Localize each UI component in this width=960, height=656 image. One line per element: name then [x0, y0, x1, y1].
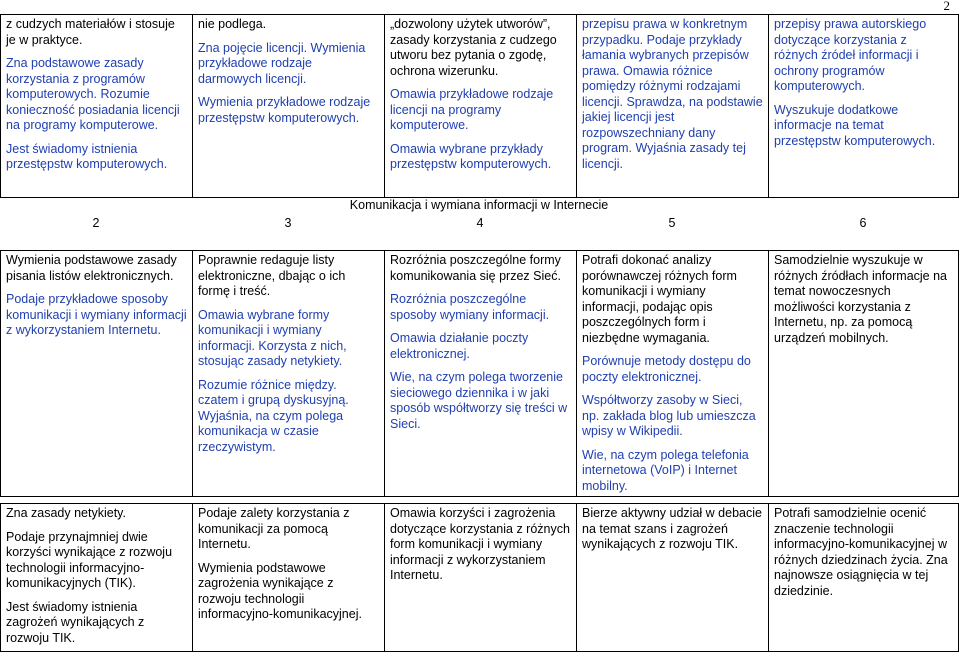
cell-text: Potrafi samodzielnie ocenić znaczenie technologii informacyjno-komunikacyjnej w różnych dziedzinach życia. Zna najnowsze osiągnięcia w tej dziedzinie. — [774, 506, 948, 598]
cell-text: Porównuje metody dostępu do poczty elektronicznej. — [582, 354, 751, 384]
cell-text: Omawia wybrane formy komunikacji i wymiany informacji. Korzysta z nich, stosując zasady netykiety. — [198, 307, 347, 368]
table-cell — [577, 15, 769, 198]
column-header: 5 — [668, 216, 676, 230]
table-cell — [769, 15, 959, 198]
cell-text: Wyszukuje dodatkowe informacje na temat przestępstw komputerowych. — [774, 102, 936, 148]
cell-text: Zna pojęcie licencji. Wymienia przykładowe rodzaje darmowych licencji. — [198, 40, 366, 86]
table-cell — [577, 251, 769, 497]
table-cell — [1, 251, 193, 497]
cell-text: Potrafi dokonać analizy porównawczej różnych form komunikacji i wymiany informacji, podając opis poszczególnych form i niezbędne wymagania. — [582, 253, 737, 345]
cell-text: Omawia korzyści i zagrożenia dotyczące korzystania z różnych form komunikacji i wymiany informacji z wykorzystaniem Internetu. — [390, 506, 570, 582]
table-cell — [385, 15, 577, 198]
cell-text: Omawia działanie poczty elektronicznej. — [390, 331, 529, 361]
cell-text: Podaje przynajmniej dwie korzyści wynikające z rozwoju technologii informacyjno-komunikacyjnych (TIK). — [6, 529, 173, 590]
table-row — [1, 251, 959, 497]
cell-text: Poprawnie redaguje listy elektroniczne, dbając o ich formę i treść. — [198, 253, 346, 298]
page-number: 2 — [943, 0, 950, 13]
cell-text: Samodzielnie wyszukuje w różnych źródłach informacje na temat nowoczesnych możliwości korzystania z Internetu, np. za pomocą urządzeń mobilnych. — [774, 253, 947, 345]
cell-text: Wymienia przykładowe rodzaje przestępstw komputerowych. — [198, 95, 371, 125]
requirements-table-middle — [0, 250, 959, 497]
cell-text: Rozróżnia poszczególne sposoby wymiany informacji. — [390, 292, 550, 322]
table-cell — [577, 504, 769, 652]
column-header: 2 — [92, 216, 100, 230]
table-cell — [1, 504, 193, 652]
table-cell — [193, 15, 385, 198]
table-cell — [385, 251, 577, 497]
cell-text: Wymienia podstawowe zagrożenia wynikające z rozwoju technologii informacyjno-komunikacyjnej. — [198, 560, 362, 621]
requirements-table-bottom — [0, 503, 959, 652]
cell-text: Rozróżnia poszczególne formy komunikowania się przez Sieć. — [390, 253, 561, 283]
cell-text: Podaje przykładowe sposoby komunikacji i wymiany informacji z wykorzystaniem Internetu. — [6, 292, 187, 337]
cell-text: z cudzych materiałów i stosuje je w praktyce. — [6, 17, 175, 47]
cell-text: Wie, na czym polega tworzenie sieciowego dziennika i w jaki sposób współtworzy się treści w Sieci. — [390, 370, 568, 431]
cell-text: Omawia wybrane przykłady przestępstw komputerowych. — [390, 141, 552, 171]
cell-text: Zna podstawowe zasady korzystania z programów komputerowych. Rozumie konieczność posiadania licencji na programy komputerowe. — [6, 56, 180, 132]
column-header: 4 — [476, 216, 484, 230]
cell-text: przepisu prawa w konkretnym przypadku. Podaje przykłady łamania wybranych przepisów prawa. Omawia różnice pomiędzy różnymi rodzajami licencji. Sprawdza, na podstawie jakiej licencji jest rozpowszechniany dany program. Wyjaśnia zasady tej licencji. — [582, 17, 763, 171]
requirements-table-top — [0, 14, 959, 198]
cell-text: przepisy prawa autorskiego dotyczące korzystania z różnych źródeł informacji i ochrony programów komputerowych. — [774, 17, 927, 93]
table-cell — [1, 15, 193, 198]
cell-text: Jest świadomy istnienia zagrożeń wynikających z rozwoju TIK. — [6, 599, 145, 645]
cell-text: Podaje zalety korzystania z komunikacji za pomocą Internetu. — [198, 506, 350, 551]
cell-text: Współtworzy zasoby w Sieci, np. zakłada blog lub umieszcza wpisy w Wikipedii. — [582, 393, 756, 438]
cell-text: Omawia przykładowe rodzaje licencji na programy komputerowe. — [390, 87, 554, 132]
table-row — [1, 504, 959, 652]
cell-text: Wie, na czym polega telefonia internetowa (VoIP) i Internet mobilny. — [582, 447, 749, 493]
column-header: 6 — [859, 216, 867, 230]
cell-text: Zna zasady netykiety. — [6, 506, 126, 520]
table-row — [1, 15, 959, 198]
cell-text: Bierze aktywny udział w debacie na temat szans i zagrożeń wynikających z rozwoju TIK. — [582, 506, 762, 551]
table-cell — [769, 251, 959, 497]
section-title: Komunikacja i wymiana informacji w Internecie — [349, 198, 609, 212]
cell-text: nie podlega. — [198, 17, 267, 31]
table-cell — [193, 251, 385, 497]
cell-text: Rozumie różnice między. czatem i grupą dyskusyjną. Wyjaśnia, na czym polega komunikacja w czasie rzeczywistym. — [198, 377, 349, 454]
column-headers — [0, 216, 958, 232]
cell-text: Wymienia podstawowe zasady pisania listów elektronicznych. — [6, 253, 177, 283]
table-cell — [769, 504, 959, 652]
table-cell — [385, 504, 577, 652]
cell-text: Jest świadomy istnienia przestępstw komputerowych. — [6, 141, 168, 171]
cell-text: „dozwolony użytek utworów”, zasady korzystania z cudzego utworu bez pytania o zgodę, ochrona wizerunku. — [390, 17, 557, 78]
column-header: 3 — [284, 216, 292, 230]
table-cell — [193, 504, 385, 652]
